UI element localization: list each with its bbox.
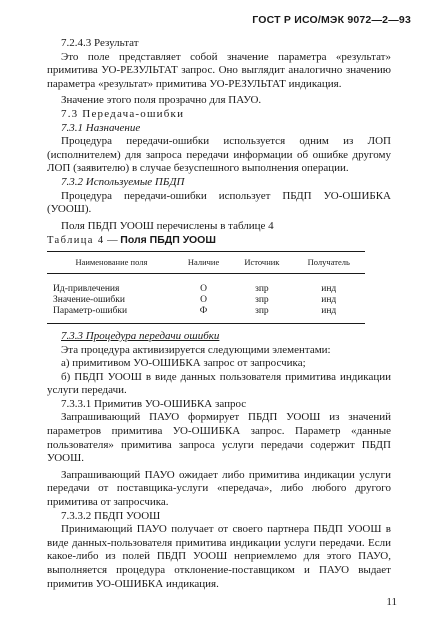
table-cell-presence: Ф	[176, 306, 231, 324]
page-number: 11	[386, 596, 397, 608]
table-cell-presence: О	[200, 283, 207, 294]
table-cell-recipient: инд	[293, 306, 365, 324]
paragraph-fields: Поля ПБДП УООШ перечислены в таблице 4	[61, 219, 274, 232]
section-7-3-2-heading: 7.3.2 Используемые ПБДП	[61, 175, 185, 188]
section-7-3-heading: 7.3 Передача-ошибки	[61, 107, 185, 120]
paragraph-result: Это поле представляет собой значение параметра «результат» примитива УО-РЕЗУЛЬТАТ запрос. Оно выглядит аналогично значению параметра «результат» примитива УО-РЕЗУЛЬТАТ индикация.	[47, 50, 391, 90]
paragraph-used-pdu: Процедура передачи-ошибки использует ПБДП УО-ОШИБКА (УООШ).	[47, 189, 391, 216]
fields-table	[47, 251, 365, 324]
section-7-3-1-heading: 7.3.1 Назначение	[61, 121, 141, 134]
column-header-source: Источник	[231, 251, 292, 273]
table-row	[47, 306, 365, 324]
column-header-presence: Наличие	[176, 251, 231, 273]
section-7-3-3-1-heading: 7.3.3.1 Примитив УО-ОШИБКА запрос	[61, 397, 247, 410]
table-cell-field-name: Параметр-ошибки	[47, 306, 176, 324]
table-cell-field-name: Значение-ошибки	[53, 294, 125, 305]
table-spacer-row	[47, 273, 365, 284]
list-item-a: а) примитивом УО-ОШИБКА запрос от запросчика;	[61, 357, 306, 370]
paragraph-purpose: Процедура передачи-ошибки используется одним из ЛОП (исполнителем) для запроса передачи информации об ошибке другому ЛОП (заявителю) в случае безуспешного выполнения операции.	[47, 135, 391, 175]
paragraph-transparent: Значение этого поля прозрачно для ПАУО.	[61, 94, 262, 107]
table-header-row	[47, 251, 365, 273]
section-7-3-3-2-heading: 7.3.3.2 ПБДП УООШ	[61, 509, 161, 522]
table-cell-recipient: инд	[321, 283, 337, 294]
paragraph-activated: Эта процедура активизируется следующими элементами:	[61, 343, 331, 356]
table-caption-dash: —	[104, 235, 121, 247]
column-header-field-name: Наименование поля	[47, 251, 176, 273]
table-caption-number: Таблица 4	[47, 235, 105, 247]
table-cell-field-name: Ид-привлечения	[53, 283, 120, 294]
paragraph-7-3-3-2: Принимающий ПАУО получает от своего партнера ПБДП УООШ в виде данных-пользователя примитива индикации услуги передачи. Если какое-либо из полей ПБДП УООШ неприемлемо для этого ПАУО, выполняется процедура отклонение-поставщиком и ПАУО выдает примитив УО-ОШИБКА индикация.	[47, 523, 391, 590]
paragraph-7-3-3-1-a: Запрашивающий ПАУО формирует ПБДП УООШ из значений параметров примитива УО-ОШИБКА запрос. Параметр «данные пользователя» примитива запроса услуги передачи содержит ПБДП УООШ.	[47, 411, 391, 465]
table-caption-title: Поля ПБДП УООШ	[120, 234, 216, 247]
column-header-recipient: Получатель	[293, 251, 365, 273]
table-cell-recipient: инд	[321, 294, 337, 305]
table-cell-source: зпр	[231, 306, 292, 324]
paragraph-7-3-3-1-b: Запрашивающий ПАУО ожидает либо примитива индикации услуги передачи от поставщика-услуги «передача», либо любого другого примитива от запросчика.	[47, 468, 391, 509]
table-cell-source: зпр	[255, 294, 269, 305]
table-cell-source: зпр	[255, 283, 269, 294]
list-item-b: б) ПБДП УООШ в виде данных пользователя примитива индикации услуги передачи.	[47, 370, 391, 397]
section-7-2-4-3-heading: 7.2.4.3 Результат	[61, 37, 139, 49]
section-7-3-3-heading: 7.3.3 Процедура передачи ошибки	[61, 329, 220, 342]
page-header: ГОСТ Р ИСО/МЭК 9072—2—93	[252, 14, 411, 26]
table-cell-presence: О	[200, 294, 207, 305]
document-body	[47, 37, 391, 591]
table-row	[47, 284, 365, 295]
table-row	[47, 295, 365, 306]
table-caption	[47, 234, 391, 248]
